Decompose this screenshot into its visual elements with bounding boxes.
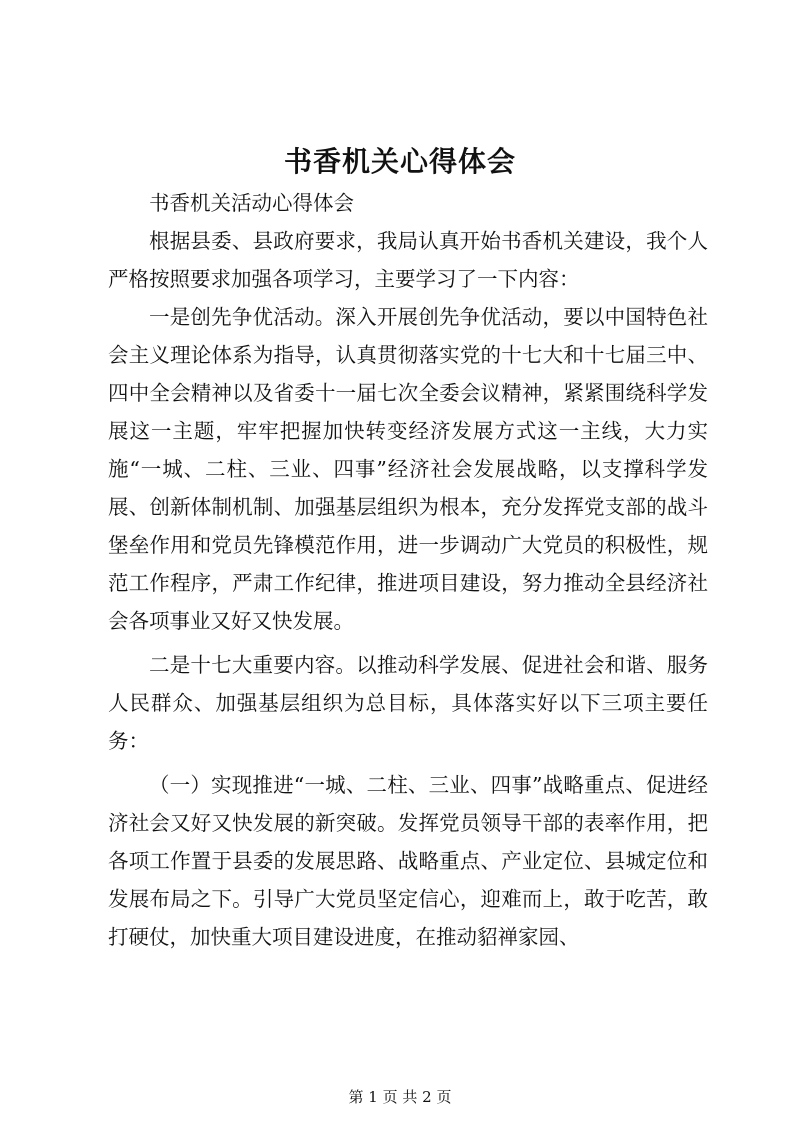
page-footer: 第 1 页 共 2 页 [348, 1088, 452, 1106]
paragraph-subtitle: 书香机关活动心得体会 [149, 191, 354, 215]
document-title: 书香机关心得体会 [283, 145, 516, 178]
paragraph-sub-item-one: （一）实现推进“一城、二柱、三业、四事”战略重点、促进经济社会又好又快发展的新突破。发挥党员领导干部的表率作用，把各项工作置于县委的发展思路、战略重点、产业定位、县城定位和发展布局之下。引导广大党员坚定信心，迎难而上，敢于吃苦，敢打硬仗，加快重大项目建设进度，在推动貂禅家园、 [108, 773, 708, 949]
paragraph-item-two: 二是十七大重要内容。以推动科学发展、促进社会和谐、服务人民群众、加强基层组织为总目标，具体落实好以下三项主要任务： [108, 653, 708, 753]
document-body [108, 184, 708, 956]
paragraph-item-one: 一是创先争优活动。深入开展创先争优活动，要以中国特色社会主义理论体系为指导，认真贯彻落实党的十七大和十七届三中、四中全会精神以及省委十一届七次全委会议精神，紧紧围绕科学发展这一主题，牢牢把握加快转变经济发展方式这一主线，大力实施“一城、二柱、三业、四事”经济社会发展战略，以支撑科学发展、创新体制机制、加强基层组织为根本，充分发挥党支部的战斗堡垒作用和党员先锋模范作用，进一步调动广大党员的积极性，规范工作程序，严肃工作纪律，推进项目建设，努力推动全县经济社会各项事业又好又快发展。 [108, 305, 708, 633]
paragraph-intro: 根据县委、县政府要求，我局认真开始书香机关建设，我个人严格按照要求加强各项学习，主要学习了一下内容： [108, 229, 708, 291]
